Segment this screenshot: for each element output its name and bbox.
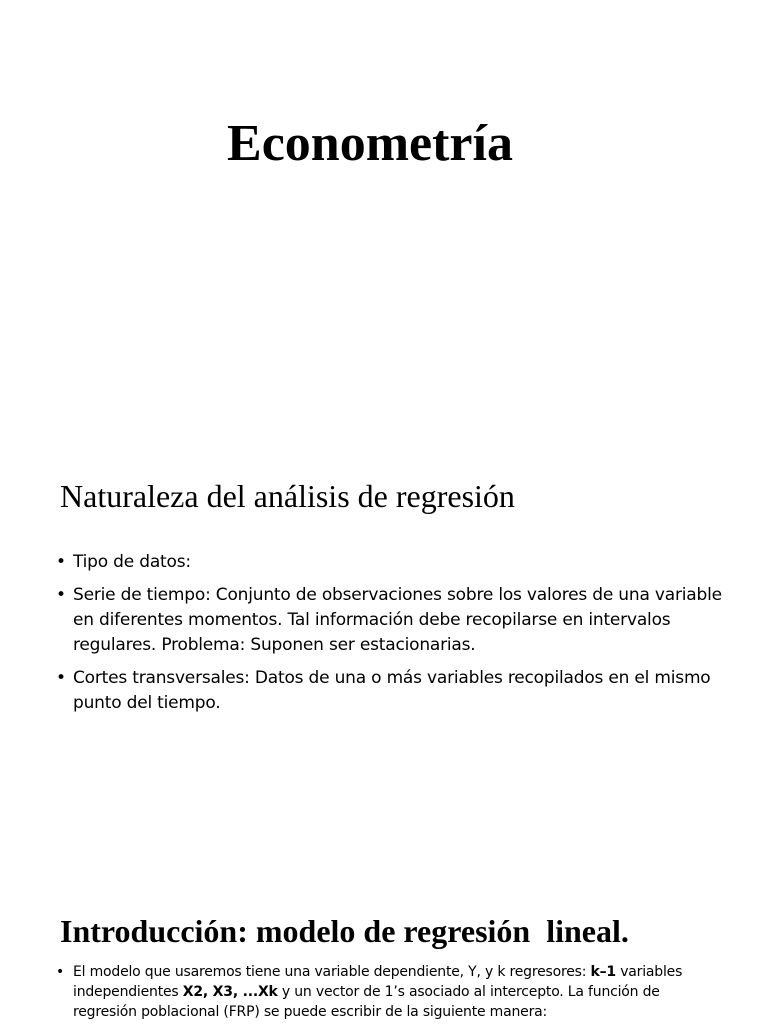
bullet-text: Serie de tiempo: Conjunto de observaciones sobre los valores de una variable en diferentes momentos. Tal información debe recopilarse en intervalos regulares. Problema: Suponen ser estacionarias. — [73, 585, 722, 655]
bullet-item — [56, 583, 726, 658]
bullet-text: Tipo de datos: — [73, 552, 191, 572]
bullet-dot-icon: • — [56, 964, 65, 980]
bullet-bold-text: k–1 — [590, 964, 616, 980]
bullet-text-part: El modelo que usaremos tiene una variable dependiente, Y, y k regresores: — [73, 964, 591, 980]
slide-3-title: Introducción: modelo de regresión lineal. — [60, 913, 629, 949]
slide-1 — [0, 0, 768, 440]
bullet-text-part: variables independientes — [73, 964, 683, 1000]
bullet-dot-icon: • — [56, 668, 66, 688]
bullet-item — [56, 550, 726, 575]
slide-2 — [0, 440, 768, 880]
slide-3-bullet-list — [56, 962, 716, 1022]
slide-2-bullet-list — [56, 550, 726, 724]
bullet-item — [56, 666, 726, 716]
slide-2-title: Naturaleza del análisis de regresión — [60, 478, 515, 514]
bullet-dot-icon: • — [56, 585, 66, 605]
bullet-bold-text: X2, X3, ...Xk — [182, 984, 278, 1000]
bullet-item — [56, 962, 716, 1022]
bullet-dot-icon: • — [56, 552, 66, 572]
bullet-text-part: y un vector de 1’s asociado al intercepto. La función de regresión poblacional (FRP) se puede escribir de la siguiente manera: — [73, 984, 660, 1020]
bullet-text: Cortes transversales: Datos de una o más variables recopilados en el mismo punto del tiempo. — [73, 668, 711, 713]
slide-3 — [0, 880, 768, 1024]
slide-1-title: Econometría — [227, 115, 513, 172]
